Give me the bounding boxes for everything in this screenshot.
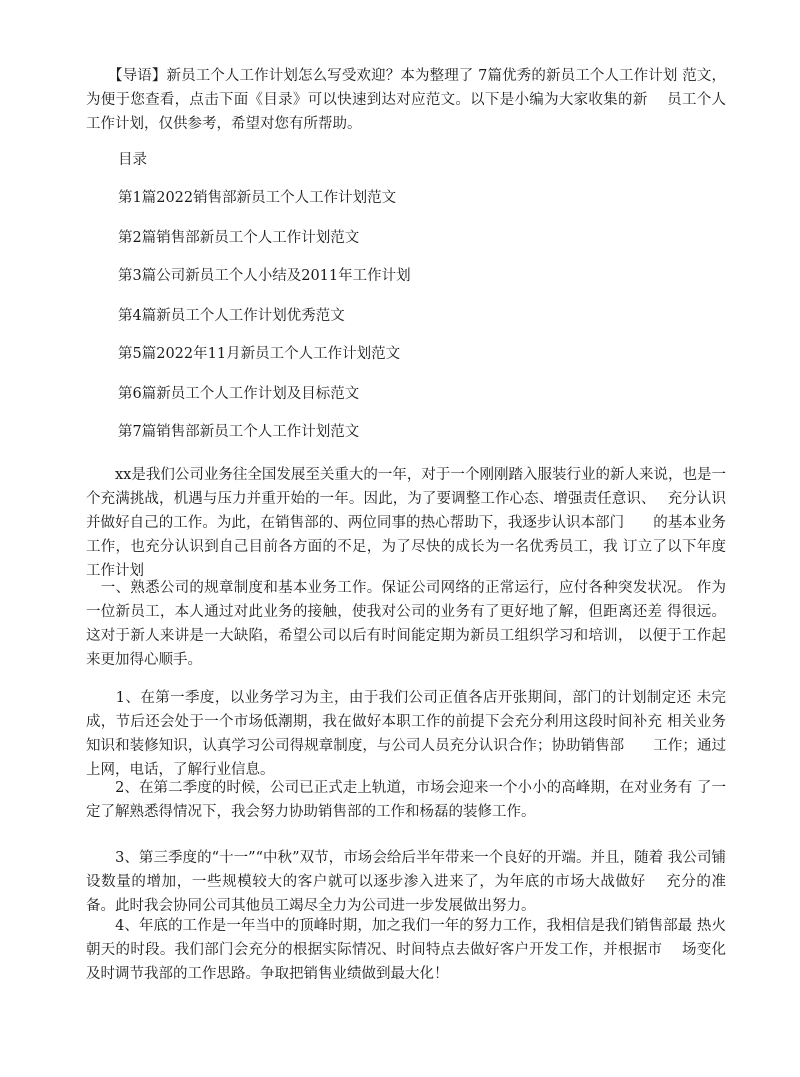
toc-item-6[interactable]: 第6篇新员工个人工作计划及目标范文 [118,386,360,402]
toc-item-5[interactable]: 第5篇2022年11月新员工个人工作计划范文 [118,346,401,362]
body-paragraph-4: 2、在第二季度的时候，公司已正式走上轨道，市场会迎来一个小小的高峰期，在对业务有 了一定了解熟悉得情况下，我会努力协助销售部的工作和杨磊的装修工作。 [86,780,726,820]
body-paragraph-1: xx是我们公司业务往全国发展至关重大的一年，对于一个刚刚踏入服装行业的新人来说，也是一个充满挑战，机遇与压力并重开始的一年。因此，为了要调整工作心态、增强责任意识、 充分认识并做好自己的工作。为此，在销售部的、两位同事的热心帮助下，我逐步认识本部门 的基本业务工作，也充分认识到自己目前各方面的不足，为了尽快的成长为一名优秀员工，我 订立了以下年度工作计划 [86,467,726,579]
body-paragraph-3: 1、在第一季度，以业务学习为主，由于我们公司正值各店开张期间，部门的计划制定还 未完成，节后还会处于一个市场低潮期，我在做好本职工作的前提下会充分利用这段时间补充 相关业务知识和装修知识，认真学习公司得规章制度，与公司人员充分认识合作；协助销售部 工作；通过上网，电话，了解行业信息。 [86,690,726,778]
toc-item-7[interactable]: 第7篇销售部新员工个人工作计划范文 [118,424,360,440]
intro-paragraph: 【导语】新员工个人工作计划怎么写受欢迎？本为整理了 7篇优秀的新员工个人工作计划 范文，为便于您查看，点击下面《目录》可以快速到达对应范文。以下是小编为大家收集的新 员工个人工作计划，仅供参考，希望对您有所帮助。 [86,68,726,132]
body-paragraph-5: 3、第三季度的“十一”“中秋”双节，市场会给后半年带来一个良好的开端。并且，随着 我公司铺设数量的增加，一些规模较大的客户就可以逐步渗入进来了，为年底的市场大战做好 充分的准备。此时我会协同公司其他员工竭尽全力为公司进一步发展做出努力。 [86,850,726,914]
toc-item-3[interactable]: 第3篇公司新员工个人小结及2011年工作计划 [118,268,411,284]
body-paragraph-2: 一、熟悉公司的规章制度和基本业务工作。保证公司网络的正常运行，应付各种突发状况。 作为一位新员工，本人通过对此业务的接触，使我对公司的业务有了更好地了解，但距离还差 得很远。这对于新人来讲是一大缺陷，希望公司以后有时间能定期为新员工组织学习和培训， 以便于工作起来更加得心顺手。 [86,580,726,668]
toc-item-2[interactable]: 第2篇销售部新员工个人工作计划范文 [118,230,360,246]
toc-title: 目录 [118,152,147,168]
body-paragraph-6: 4、年底的工作是一年当中的顶峰时期，加之我们一年的努力工作，我相信是我们销售部最 热火朝天的时段。我们部门会充分的根据实际情况、时间特点去做好客户开发工作，并根据市 场变化及时调节我部的工作思路。争取把销售业绩做到最大化！ [86,918,726,982]
toc-item-1[interactable]: 第1篇2022销售部新员工个人工作计划范文 [118,190,397,206]
toc-item-4[interactable]: 第4篇新员工个人工作计划优秀范文 [118,308,345,324]
